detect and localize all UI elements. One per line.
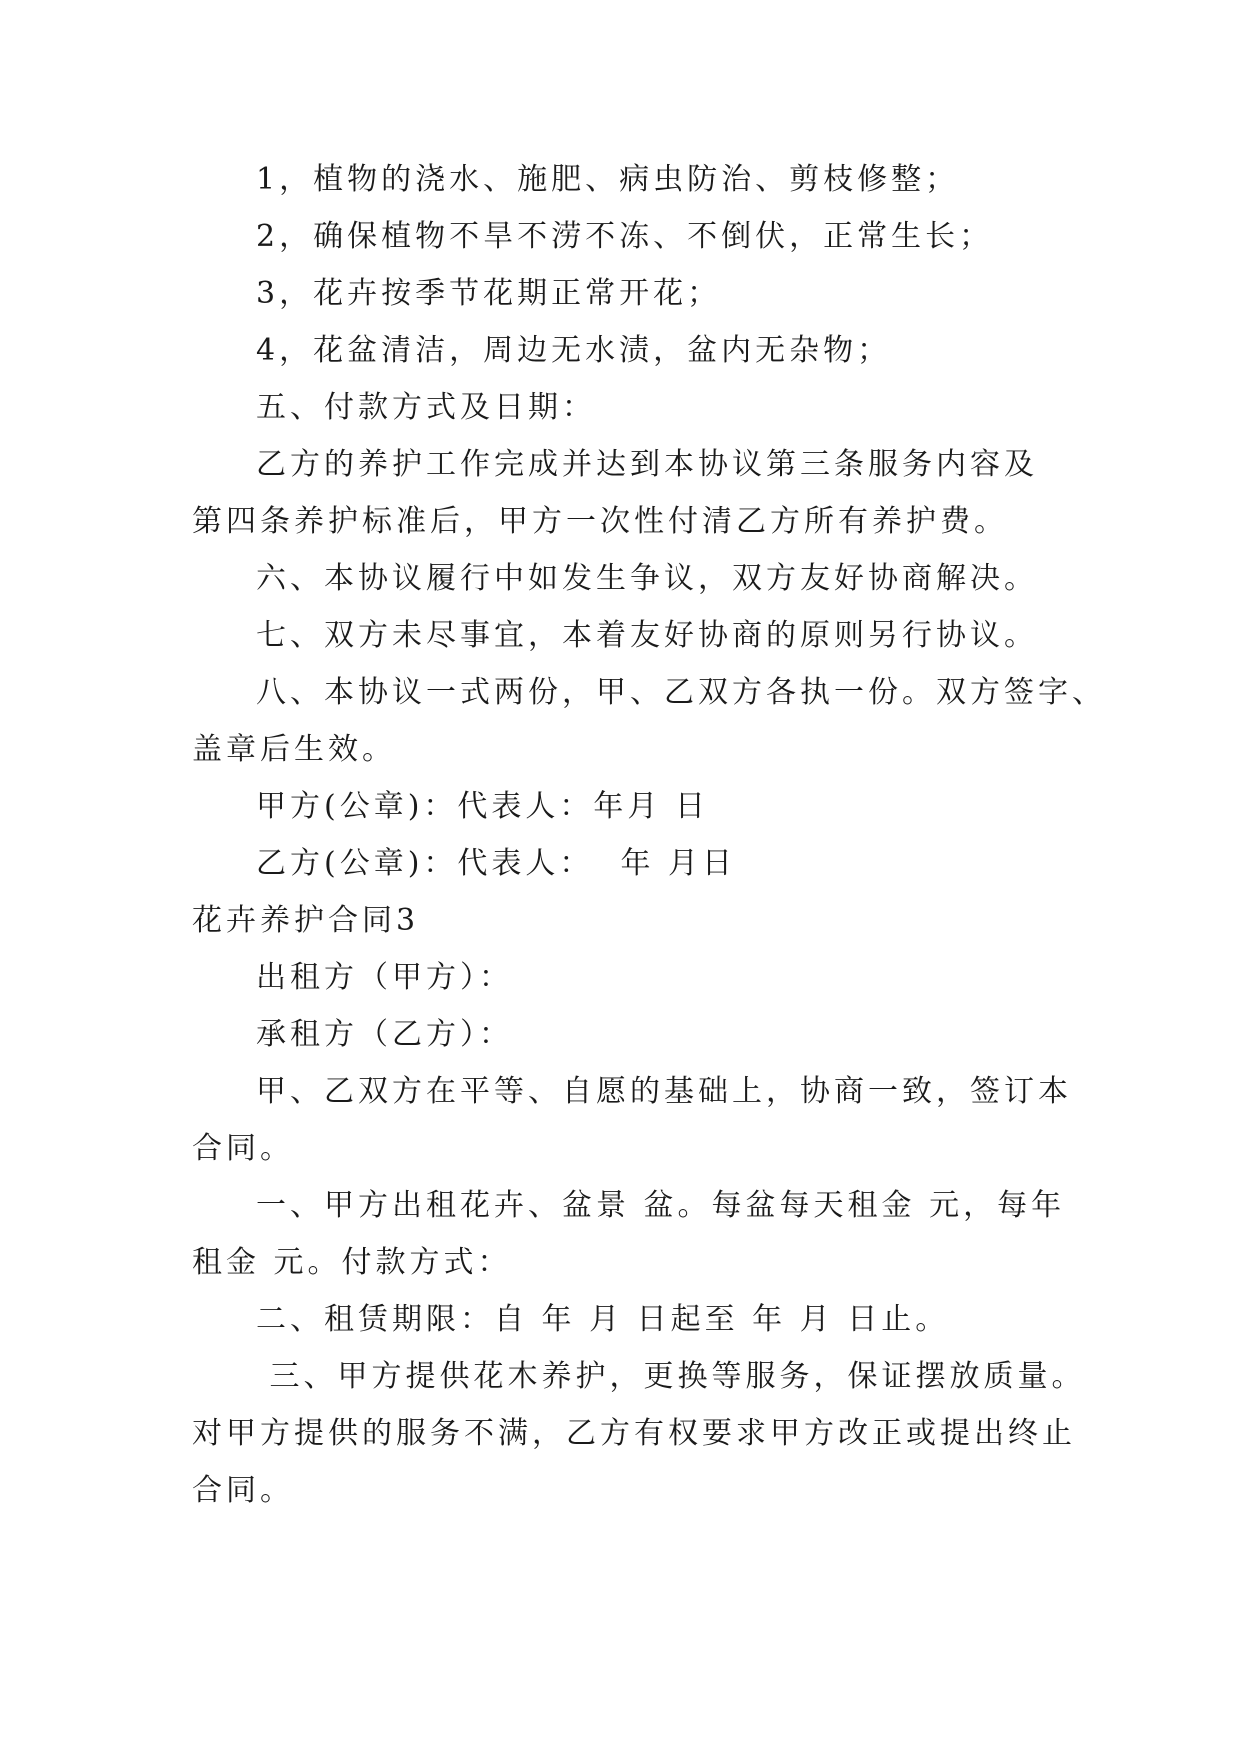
text-line: 4，花盆清洁，周边无水渍，盆内无杂物； bbox=[256, 333, 892, 368]
text-line: 二、租赁期限：自 年 月 日起至 年 月 日止。 bbox=[256, 1302, 950, 1337]
text-line: 3，花卉按季节花期正常开花； bbox=[256, 276, 722, 311]
text-line: 租金 元。付款方式： bbox=[192, 1245, 512, 1280]
signature-line: 乙方(公章)：代表人： 年 月日 bbox=[256, 846, 737, 881]
text-line: 对甲方提供的服务不满，乙方有权要求甲方改正或提出终止 bbox=[192, 1416, 1076, 1451]
text-line: 第四条养护标准后，甲方一次性付清乙方所有养护费。 bbox=[192, 504, 1008, 539]
document-title: 花卉养护合同3 bbox=[192, 903, 420, 938]
text-line: 八、本协议一式两份，甲、乙双方各执一份。双方签字、 bbox=[256, 675, 1106, 710]
signature-line: 甲方(公章)：代表人：年月 日 bbox=[256, 789, 709, 824]
party-line: 承租方（乙方）： bbox=[256, 1017, 513, 1052]
text-line: 1，植物的浇水、施肥、病虫防治、剪枝修整； bbox=[256, 162, 960, 197]
text-line: 甲、乙双方在平等、自愿的基础上，协商一致，签订本 bbox=[256, 1074, 1072, 1109]
text-line: 三、甲方提供花木养护，更换等服务，保证摆放质量。 bbox=[256, 1359, 1086, 1394]
party-line: 出租方（甲方）： bbox=[256, 960, 513, 995]
text-line: 一、甲方出租花卉、盆景 盆。每盆每天租金 元，每年 bbox=[256, 1188, 1066, 1223]
text-line: 乙方的养护工作完成并达到本协议第三条服务内容及 bbox=[256, 447, 1038, 482]
section-heading: 五、付款方式及日期： bbox=[256, 390, 596, 425]
text-line: 六、本协议履行中如发生争议，双方友好协商解决。 bbox=[256, 561, 1038, 596]
text-line: 2，确保植物不旱不涝不冻、不倒伏，正常生长； bbox=[256, 219, 994, 254]
text-line: 合同。 bbox=[192, 1131, 294, 1166]
text-line: 合同。 bbox=[192, 1473, 294, 1508]
text-line: 盖章后生效。 bbox=[192, 732, 396, 767]
text-line: 七、双方未尽事宜，本着友好协商的原则另行协议。 bbox=[256, 618, 1038, 653]
